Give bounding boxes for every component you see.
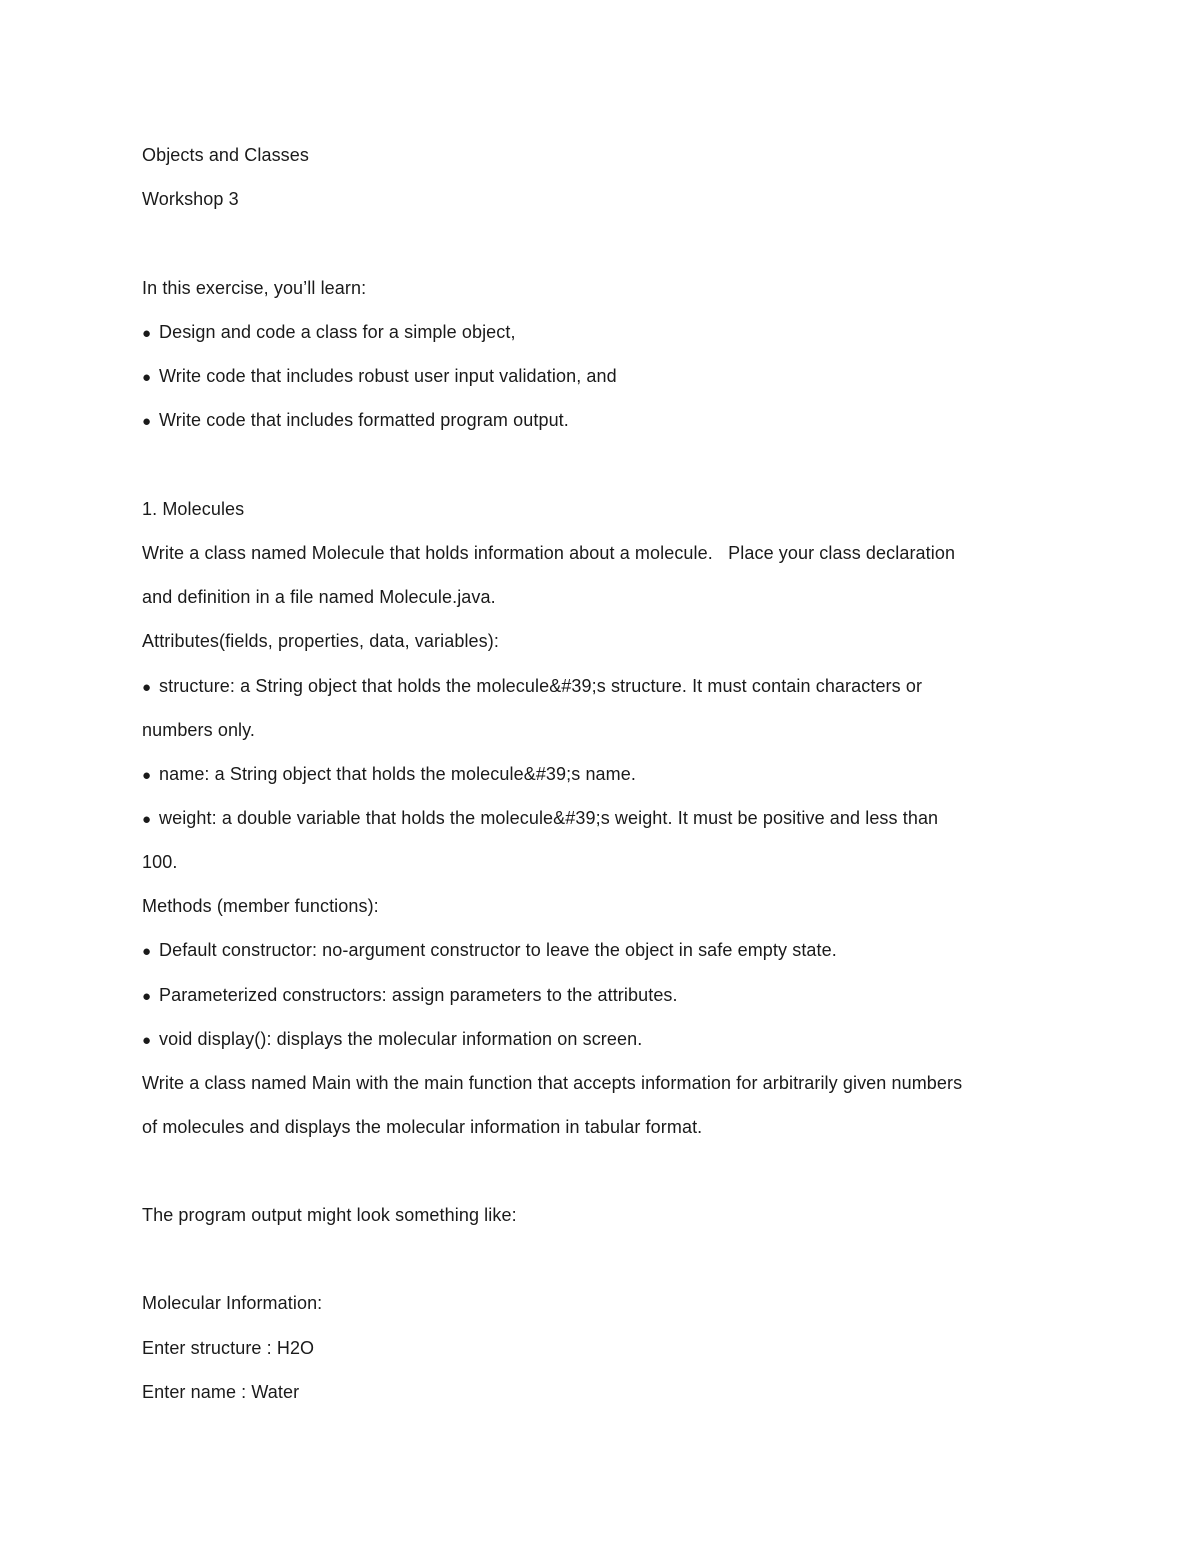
output-line: Enter structure : H2O bbox=[142, 1338, 315, 1358]
learn-item-text: Write code that includes robust user input validation, and bbox=[159, 366, 617, 386]
bullet-icon: ● bbox=[142, 943, 152, 960]
attribute-text: name: a String object that holds the molecule&#39;s name. bbox=[159, 764, 636, 784]
attribute-item bbox=[142, 762, 636, 788]
learn-item-text: Write code that includes formatted program output. bbox=[159, 410, 569, 430]
method-text: Parameterized constructors: assign parameters to the attributes. bbox=[159, 985, 678, 1005]
paragraph-line: Write a class named Molecule that holds information about a molecule. Place your class declaration bbox=[142, 543, 956, 563]
bullet-icon: ● bbox=[142, 811, 152, 828]
bullet-icon: ● bbox=[142, 325, 152, 342]
method-text: Default constructor: no-argument constructor to leave the object in safe empty state. bbox=[159, 940, 837, 960]
document-subtitle: Workshop 3 bbox=[142, 189, 239, 209]
attribute-continuation: numbers only. bbox=[142, 720, 256, 740]
bullet-icon: ● bbox=[142, 679, 152, 696]
attribute-item bbox=[142, 806, 938, 832]
method-item bbox=[142, 1027, 642, 1053]
bullet-icon: ● bbox=[142, 1032, 152, 1049]
output-line: Enter name : Water bbox=[142, 1382, 300, 1402]
attributes-heading: Attributes(fields, properties, data, variables): bbox=[142, 631, 499, 651]
document-title: Objects and Classes bbox=[142, 145, 309, 165]
output-heading: Molecular Information: bbox=[142, 1293, 323, 1313]
paragraph-line: Write a class named Main with the main function that accepts information for arbitrarily given numbers bbox=[142, 1073, 963, 1093]
intro-text: In this exercise, you’ll learn: bbox=[142, 278, 367, 298]
bullet-icon: ● bbox=[142, 767, 152, 784]
method-item bbox=[142, 938, 837, 964]
output-intro: The program output might look something like: bbox=[142, 1205, 517, 1225]
paragraph-line: and definition in a file named Molecule.java. bbox=[142, 587, 496, 607]
learn-item bbox=[142, 364, 617, 390]
attribute-text: weight: a double variable that holds the molecule&#39;s weight. It must be positive and less than bbox=[159, 808, 939, 828]
section-heading: 1. Molecules bbox=[142, 499, 245, 519]
bullet-icon: ● bbox=[142, 988, 152, 1005]
bullet-icon: ● bbox=[142, 369, 152, 386]
learn-item-text: Design and code a class for a simple object, bbox=[159, 322, 516, 342]
method-text: void display(): displays the molecular information on screen. bbox=[159, 1029, 643, 1049]
learn-item bbox=[142, 320, 516, 346]
learn-item bbox=[142, 408, 569, 434]
attribute-text: structure: a String object that holds the molecule&#39;s structure. It must contain characters or bbox=[159, 676, 923, 696]
attribute-item bbox=[142, 674, 922, 700]
methods-heading: Methods (member functions): bbox=[142, 896, 379, 916]
bullet-icon: ● bbox=[142, 413, 152, 430]
attribute-continuation: 100. bbox=[142, 852, 178, 872]
paragraph-line: of molecules and displays the molecular information in tabular format. bbox=[142, 1117, 703, 1137]
method-item bbox=[142, 983, 678, 1009]
